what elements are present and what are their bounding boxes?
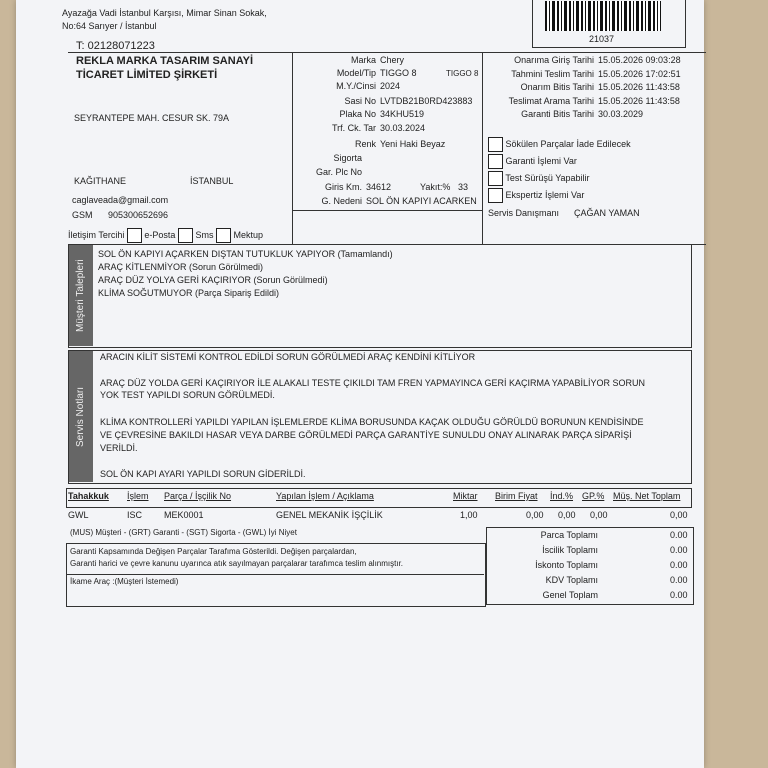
marka-value: Chery [380, 55, 405, 65]
total-label-iscilik: İscilik Toplamı [542, 545, 598, 555]
request-line-1: SOL ÖN KAPIYI AÇARKEN DIŞTAN TUTUKLUK YAPIYOR (Tamamlandı) [98, 249, 393, 259]
sasi-label: Sasi No [344, 96, 376, 106]
ikame-arac: İkame Araç :(Müşteri İstemedi) [70, 577, 179, 586]
check-row-test [488, 171, 590, 186]
total-value-kdv: 0.00 [670, 575, 688, 585]
barcode [545, 1, 661, 31]
barcode-box [532, 0, 686, 48]
note-2a: ARAÇ DÜZ YOLDA GERİ KAÇIRIYOR İLE ALAKALI TESTE ÇIKILDI TAM FREN YAPMAYINCA GERİ KAÇIRMA YAPABİLİYOR SORUN [100, 378, 645, 388]
cell-parca-no: MEK0001 [164, 510, 204, 520]
eposta-checkbox[interactable] [127, 228, 142, 243]
cell-tahakkuk: GWL [68, 510, 89, 520]
total-label-parca: Parca Toplamı [540, 530, 598, 540]
gsm-label: GSM [72, 210, 93, 220]
address-line1: Ayazağa Vadi İstanbul Karşısı, Mimar Sinan Sokak, [62, 8, 267, 18]
note-2b: YOK TEST YAPILDI SORUN GÖRÜLMEDİ. [100, 390, 275, 400]
request-line-2: ARAÇ KİTLENMİYOR (Sorun Görülmedi) [98, 262, 264, 272]
trf-value: 30.03.2024 [380, 123, 426, 133]
renk-value: Yeni Haki Beyaz [380, 139, 446, 149]
test-label: Test Sürüşü Yapabilir [505, 172, 590, 183]
teslim-value: 15.05.2026 17:02:51 [598, 69, 681, 79]
model-value2: TIGGO 8 [446, 69, 479, 78]
cell-gp: 0,00 [590, 510, 608, 520]
contact-preference [68, 228, 263, 243]
request-line-4: KLİMA SOĞUTMUYOR (Parça Sipariş Edildi) [98, 288, 280, 298]
sms-label: Sms [195, 229, 214, 240]
cell-miktar: 1,00 [460, 510, 478, 520]
th-miktar: Miktar [453, 491, 478, 501]
customer-city: İSTANBUL [190, 176, 234, 186]
cell-islem: ISC [127, 510, 143, 520]
check-row-garanti [488, 154, 577, 169]
th-gp: GP.% [582, 491, 605, 501]
iade-checkbox[interactable] [488, 137, 503, 152]
cell-birim-fiyat: 0,00 [526, 510, 544, 520]
test-checkbox[interactable] [488, 171, 503, 186]
customer-name-line1: REKLA MARKA TASARIM SANAYİ [76, 55, 254, 67]
arama-value: 15.05.2026 11:43:58 [598, 96, 680, 106]
sms-checkbox[interactable] [178, 228, 193, 243]
footer-note-2: Garanti harici ve çevre kanunu uyarınca atık sayılmayan parçalarar tarafımca teslim alınmıştır. [70, 559, 404, 568]
cell-ind: 0,00 [558, 510, 576, 520]
th-birim-fiyat: Birim Fiyat [495, 491, 538, 501]
trf-label: Trf. Ck. Tar [331, 123, 376, 133]
total-label-genel: Genel Toplam [542, 590, 598, 600]
km-value: 34612 [366, 182, 392, 192]
mektup-label: Mektup [233, 229, 263, 240]
neden-label: G. Nedeni [321, 196, 362, 206]
ekspertiz-checkbox[interactable] [488, 188, 503, 203]
request-line-3: ARAÇ DÜZ YOLYA GERİ KAÇIRIYOR (Sorun Görülmedi) [98, 275, 328, 285]
th-tahakkuk: Tahakkuk [68, 491, 109, 501]
th-ind: İnd.% [550, 491, 574, 501]
check-row-iade [488, 137, 631, 152]
customer-district: KAĞITHANE [74, 176, 127, 186]
contact-label: İletişim Tercihi [68, 229, 125, 240]
arama-label: Teslimat Arama Tarihi [508, 96, 594, 106]
giris-label: Onarıma Giriş Tarihi [514, 55, 594, 65]
total-label-kdv: KDV Toplamı [545, 575, 598, 585]
th-net: Müş. Net Toplam [613, 491, 681, 501]
garanti-bitis-value: 30.03.2029 [598, 109, 644, 119]
service-form [16, 0, 704, 768]
garanti-police-label: Gar. Plc No [315, 167, 362, 177]
teslim-label: Tahmini Teslim Tarihi [511, 69, 594, 79]
customer-email: caglaveada@gmail.com [72, 195, 169, 205]
eposta-label: e-Posta [144, 229, 176, 240]
total-label-iskonto: İskonto Toplamı [535, 560, 598, 570]
bitis-label: Onarım Bitis Tarihi [520, 82, 594, 92]
iade-label: Sökülen Parçalar İade Edilecek [505, 138, 631, 149]
plaka-value: 34KHU519 [380, 109, 425, 119]
th-aciklama: Yapılan İşlem / Açıklama [276, 491, 374, 501]
giris-value: 15.05.2026 09:03:28 [598, 55, 681, 65]
mektup-checkbox[interactable] [216, 228, 231, 243]
table-legend: (MUS) Müşteri - (GRT) Garanti - (SGT) Sigorta - (GWL) İyi Niyet [70, 528, 297, 537]
my-label: M.Y./Cinsi [336, 81, 376, 91]
model-value: TIGGO 8 [380, 68, 417, 78]
note-3b: VE ÇEVRESİNE BAKILDI HASAR VEYA DARBE GÖRÜLMEDİ PARÇA GARANTİYE SUNULDU ONAY ALINARAK PARÇA SİPARİŞİ [100, 430, 632, 440]
advisor-label: Servis Danışmanı [488, 208, 560, 218]
note-3c: VERİLDİ. [100, 443, 138, 453]
gsm-number: 905300652696 [108, 210, 169, 220]
phone: T: 02128071223 [76, 40, 155, 52]
notes-tab: Servis Notları [69, 351, 93, 482]
note-1: ARACIN KİLİT SİSTEMİ KONTROL EDİLDİ SORUN GÖRÜLMEDİ ARAÇ KENDİNİ KİTLİYOR [100, 352, 476, 362]
customer-name-line2: TİCARET LİMİTED ŞİRKETİ [76, 69, 218, 81]
my-value: 2024 [380, 81, 401, 91]
cell-aciklama: GENEL MEKANİK İŞÇİLİK [276, 510, 383, 520]
total-value-genel: 0.00 [670, 590, 688, 600]
doc-number: 21037 [589, 34, 615, 44]
total-value-iscilik: 0.00 [670, 545, 688, 555]
sasi-value: LVTDB21B0RD423883 [380, 96, 473, 106]
plaka-label: Plaka No [339, 109, 376, 119]
ekspertiz-label: Ekspertiz İşlemi Var [505, 189, 585, 200]
total-value-parca: 0.00 [670, 530, 688, 540]
check-row-ekspertiz [488, 188, 584, 203]
total-value-iskonto: 0.00 [670, 560, 688, 570]
yakit-label: Yakıt:% [420, 182, 451, 192]
th-islem: İşlem [127, 491, 149, 501]
marka-label: Marka [350, 55, 376, 65]
address-line2: No:64 Sarıyer / İstanbul [62, 21, 157, 31]
neden-value: SOL ÖN KAPIYI ACARKEN [366, 196, 477, 206]
renk-label: Renk [354, 139, 376, 149]
sigorta-label: Sigorta [333, 153, 362, 163]
customer-address: SEYRANTEPE MAH. CESUR SK. 79A [74, 113, 230, 123]
model-label: Model/Tip [336, 68, 376, 78]
km-label: Giris Km. [325, 182, 362, 192]
advisor-value: ÇAĞAN YAMAN [574, 208, 640, 218]
bitis-value: 15.05.2026 11:43:58 [598, 82, 680, 92]
note-3a: KLİMA KONTROLLERİ YAPILDI YAPILAN İŞLEMLERDE KLİMA BORUSUNDA KAÇAK OLDUĞU GÖRÜLDÜ BORUNUN KENDİSİNDE [100, 417, 644, 427]
cell-net: 0,00 [670, 510, 688, 520]
requests-tab: Müşteri Talepleri [69, 245, 93, 346]
note-4: SOL ÖN KAPI AYARI YAPILDI SORUN GİDERİLDİ. [100, 469, 306, 479]
footer-note-1: Garanti Kapsamında Değişen Parçalar Tarafıma Gösterildi. Değişen parçalardan, [70, 547, 357, 556]
garanti-bitis-label: Garanti Bitis Tarihi [521, 109, 594, 119]
garanti-islem-label: Garanti İşlemi Var [505, 155, 577, 166]
garanti-checkbox[interactable] [488, 154, 503, 169]
yakit-value: 33 [458, 182, 469, 192]
th-parca-no: Parça / İşçilik No [164, 491, 232, 501]
